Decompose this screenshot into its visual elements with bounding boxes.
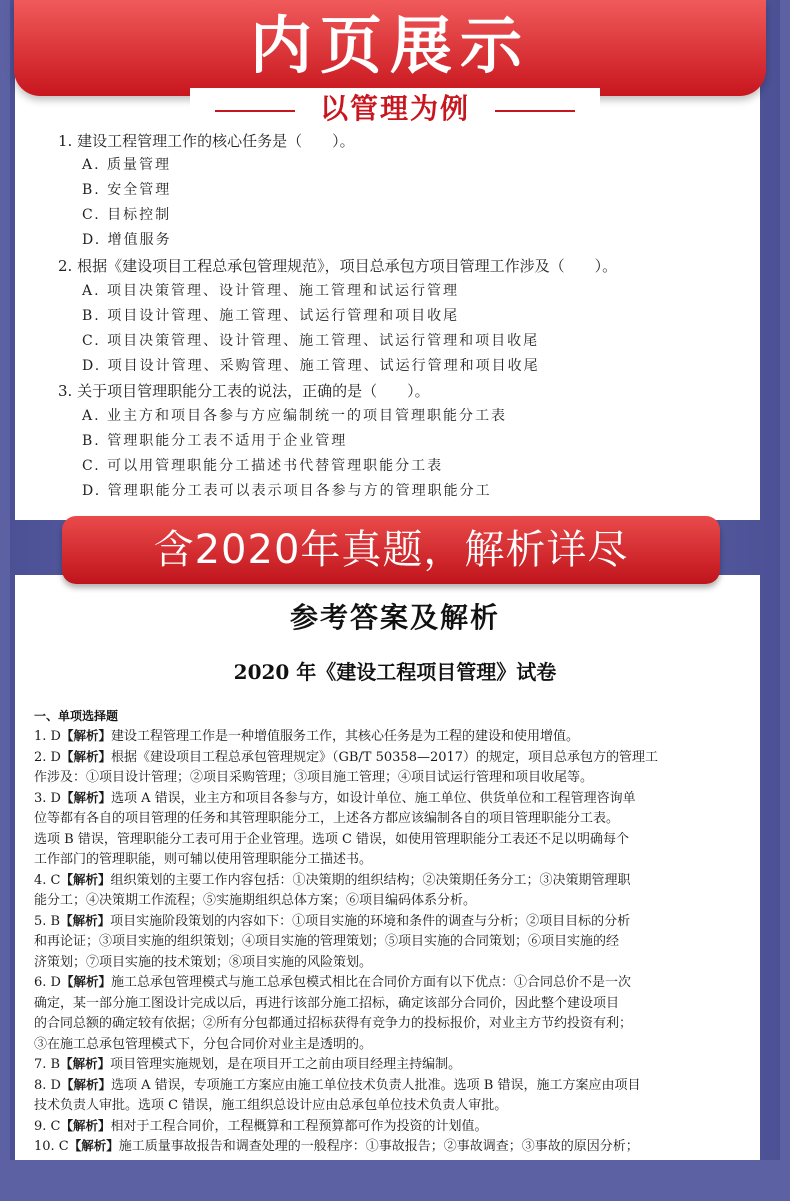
answer-text: 相对于工程合同价，工程概算和工程预算都可作为投资的计划值。 bbox=[110, 1118, 488, 1134]
question-1-option-a: A. 质量管理 bbox=[82, 157, 172, 173]
answer-line bbox=[34, 747, 750, 769]
answer-text: 根据《建设项目工程总承包管理规定》（GB/T 50358—2017）的规定，项目总承包方的管理工 bbox=[110, 749, 659, 765]
answer-number: 10. C bbox=[34, 1139, 69, 1154]
answer-text: 项目管理实施规划，是在项目开工之前由项目经理主持编制。 bbox=[110, 1057, 462, 1072]
answer-number: 6. D bbox=[34, 975, 61, 990]
analysis-tag: 【解析】 bbox=[60, 1056, 111, 1071]
analysis-tag: 【解析】 bbox=[60, 974, 111, 989]
promo-banner bbox=[62, 516, 720, 584]
answer-number: 2. D bbox=[34, 749, 61, 765]
section-heading: 一、单项选择题 bbox=[34, 709, 119, 723]
analysis-tag: 【解析】 bbox=[60, 789, 111, 805]
answer-number: 7. B bbox=[34, 1057, 61, 1072]
answer-number: 1. D bbox=[34, 729, 61, 744]
question-2-option-c: C. 项目决策管理、设计管理、施工管理、试运行管理和项目收尾 bbox=[82, 333, 540, 349]
hero-header bbox=[14, 0, 766, 96]
analysis-tag: 【解析】 bbox=[60, 1117, 111, 1133]
answer-text: 施工总承包管理模式与施工总承包模式相比在合同价方面有以下优点：①合同总价不是一次 bbox=[110, 975, 631, 990]
answer-item bbox=[34, 1136, 750, 1158]
answer-line bbox=[34, 870, 750, 892]
subtitle-divider-left bbox=[215, 110, 295, 112]
page-title: 内页展示 bbox=[249, 9, 530, 82]
question-1-option-d: D. 增值服务 bbox=[82, 232, 172, 248]
answer-line bbox=[34, 1075, 750, 1097]
answer-line bbox=[34, 1054, 750, 1076]
answer-text: 项目实施阶段策划的内容如下：①项目实施的环境和条件的调查与分析；②项目目标的分析 bbox=[110, 913, 631, 929]
answer-text: 选项 A 错误，业主方和项目各参与方，如设计单位、施工单位、供货单位和工程管理咨询单 bbox=[110, 790, 636, 806]
answer-line: 能分工；④决策期工作流程；⑤实施期组织总体方案；⑥项目编码体系分析。 bbox=[34, 893, 477, 908]
answer-line bbox=[34, 726, 750, 748]
question-3-option-a: A. 业主方和项目各参与方应编制统一的项目管理职能分工表 bbox=[82, 408, 508, 424]
answer-text: 组织策划的主要工作内容包括：①决策期的组织结构；②决策期任务分工；③决策期管理职 bbox=[110, 872, 631, 888]
answer-line bbox=[34, 1136, 750, 1158]
question-1-option-c: C. 目标控制 bbox=[82, 207, 172, 223]
paper-title: 2020 年《建设工程项目管理》试卷 bbox=[233, 660, 557, 684]
footer-band bbox=[0, 1160, 790, 1201]
analysis-tag: 【解析】 bbox=[68, 1138, 119, 1153]
answer-line: 济策划；⑦项目实施的技术策划；⑧项目实施的风险策划。 bbox=[34, 954, 373, 970]
question-2-option-d: D. 项目设计管理、采购管理、施工管理、试运行管理和项目收尾 bbox=[82, 358, 540, 374]
answer-number: 3. D bbox=[34, 790, 61, 806]
question-1-stem: 1. 建设工程管理工作的核心任务是（ ）。 bbox=[58, 132, 355, 150]
question-2-option-b: B. 项目设计管理、施工管理、试运行管理和项目收尾 bbox=[82, 308, 460, 324]
answer-text: 施工质量事故报告和调查处理的一般程序：①事故报告；②事故调查；③事故的原因分析； bbox=[118, 1139, 639, 1154]
answer-item bbox=[34, 1075, 750, 1117]
answer-text: 建设工程管理工作是一种增值服务工作，其核心任务是为工程的建设和使用增值。 bbox=[110, 729, 579, 744]
answer-item bbox=[34, 788, 750, 871]
analysis-tag: 【解析】 bbox=[60, 728, 111, 743]
answer-line bbox=[34, 1116, 750, 1138]
answer-number: 5. B bbox=[34, 913, 61, 929]
question-1-option-b: B. 安全管理 bbox=[82, 182, 172, 198]
question-3-option-c: C. 可以用管理职能分工描述书代替管理职能分工表 bbox=[82, 458, 444, 474]
answer-number: 8. D bbox=[34, 1077, 61, 1093]
answer-line: 作涉及：①项目设计管理；②项目采购管理；③项目施工管理；④项目试运行管理和项目收尾等。 bbox=[34, 770, 594, 785]
answer-line bbox=[34, 788, 750, 810]
answer-line: 选项 B 错误，管理职能分工表可用于企业管理。选项 C 错误，如使用管理职能分工表还不足以明确每个 bbox=[34, 831, 630, 847]
answer-item bbox=[34, 972, 750, 1055]
analysis-tag: 【解析】 bbox=[60, 748, 111, 764]
answer-number: 9. C bbox=[34, 1118, 61, 1134]
answer-line: 技术负责人审批。选项 C 错误，施工组织总设计应由总承包单位技术负责人审批。 bbox=[34, 1098, 508, 1113]
analysis-tag: 【解析】 bbox=[60, 871, 111, 887]
answer-line bbox=[34, 972, 750, 994]
question-3-stem: 3. 关于项目管理职能分工表的说法，正确的是（ ）。 bbox=[58, 382, 430, 400]
answer-item bbox=[34, 911, 750, 974]
answer-item bbox=[34, 1116, 750, 1138]
answer-line: 和再论证；③项目实施的组织策划；④项目实施的管理策划；⑤项目实施的合同策划；⑥项目实施的经 bbox=[34, 934, 620, 949]
answer-line: 位等都有各自的项目管理的任务和其管理职能分工，上述各方都应该编制各自的项目管理职能分工表。 bbox=[34, 811, 620, 826]
answer-text: 选项 A 错误，专项施工方案应由施工单位技术负责人批准。选项 B 错误，施工方案应由项目 bbox=[110, 1077, 641, 1093]
promo-banner-text: 含2020年真题，解析详尽 bbox=[153, 527, 629, 573]
question-3-option-d: D. 管理职能分工表可以表示项目各参与方的管理职能分工 bbox=[82, 483, 492, 499]
question-3-option-b: B. 管理职能分工表不适用于企业管理 bbox=[82, 433, 348, 449]
analysis-tag: 【解析】 bbox=[60, 912, 111, 928]
answers-heading: 参考答案及解析 bbox=[289, 601, 500, 634]
answer-number: 4. C bbox=[34, 872, 61, 888]
question-2-option-a: A. 项目决策管理、设计管理、施工管理和试运行管理 bbox=[82, 283, 460, 299]
question-2-stem: 2. 根据《建设项目工程总承包管理规范》，项目总承包方项目管理工作涉及（ ）。 bbox=[58, 257, 618, 275]
answer-item bbox=[34, 747, 750, 789]
analysis-tag: 【解析】 bbox=[60, 1076, 111, 1092]
answer-item bbox=[34, 1054, 750, 1076]
subtitle-divider-right bbox=[495, 110, 575, 112]
answer-item bbox=[34, 870, 750, 912]
answer-line: ③在施工总承包管理模式下，分包合同价对业主是透明的。 bbox=[34, 1036, 373, 1052]
page-subtitle: 以管理为例 bbox=[319, 92, 470, 125]
answer-item bbox=[34, 726, 750, 748]
answer-line: 工作部门的管理职能，则可辅以使用管理职能分工描述书。 bbox=[34, 852, 373, 867]
answer-line: 确定，某一部分施工图设计完成以后，再进行该部分施工招标，确定该部分合同价，因此整个建设项目 bbox=[34, 995, 620, 1011]
answer-line bbox=[34, 911, 750, 933]
answer-line: 的合同总额的确定较有依据；②所有分包都通过招标获得有竞争力的投标报价，对业主方节约投资有利； bbox=[34, 1016, 633, 1031]
